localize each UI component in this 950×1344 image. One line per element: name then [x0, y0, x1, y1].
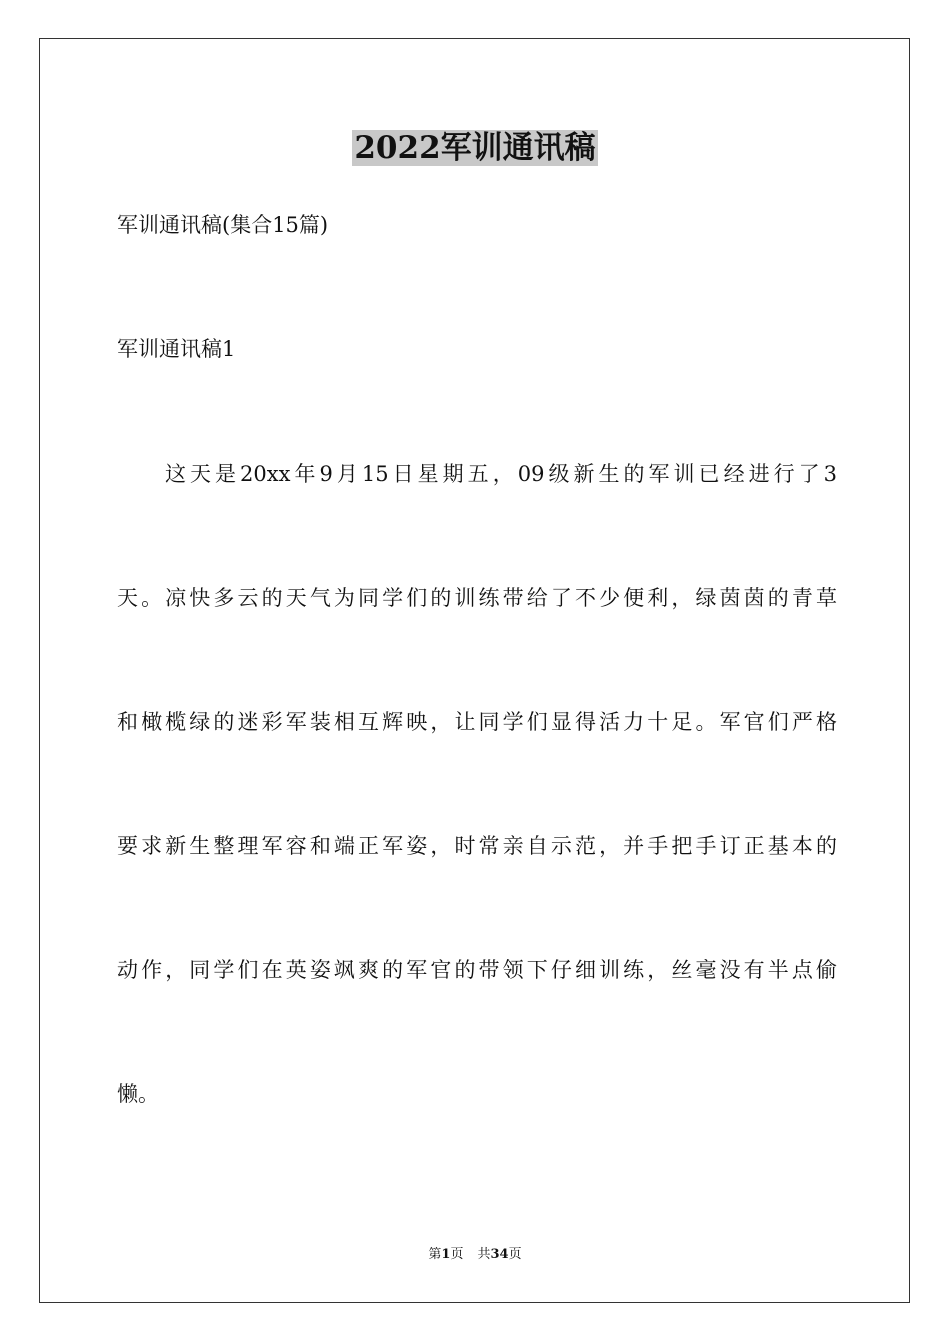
footer-total-pages: 34: [490, 1247, 509, 1262]
document-title-text: 2022军训通讯稿: [354, 130, 596, 166]
paragraph-line-3: 和橄榄绿的迷彩军装相互辉映，让同学们显得活力十足。军官们严格: [117, 710, 837, 734]
footer-page-prefix: 第: [428, 1247, 442, 1262]
paragraph-line-4: 要求新生整理军容和端正军姿，时常亲自示范，并手把手订正基本的: [117, 834, 837, 858]
page-footer: [0, 1246, 950, 1264]
paragraph-line-5: 动作，同学们在英姿飒爽的军官的带领下仔细训练，丝毫没有半点偷: [117, 958, 837, 982]
footer-total-prefix: 共: [477, 1247, 491, 1262]
document-title: [0, 126, 950, 170]
section-heading: 军训通讯稿1: [117, 337, 236, 361]
footer-total-suffix: 页: [508, 1247, 522, 1262]
paragraph-line-1: 这天是20xx年9月15日星期五，09级新生的军训已经进行了3: [165, 462, 837, 486]
document-subtitle: 军训通讯稿(集合15篇): [117, 213, 329, 237]
paragraph-line-6: 懒。: [117, 1082, 159, 1106]
paragraph-line-2: 天。凉快多云的天气为同学们的训练带给了不少便利，绿茵茵的青草: [117, 586, 837, 610]
footer-page-suffix: 页: [450, 1247, 464, 1262]
footer-page-number: 1: [441, 1247, 451, 1262]
